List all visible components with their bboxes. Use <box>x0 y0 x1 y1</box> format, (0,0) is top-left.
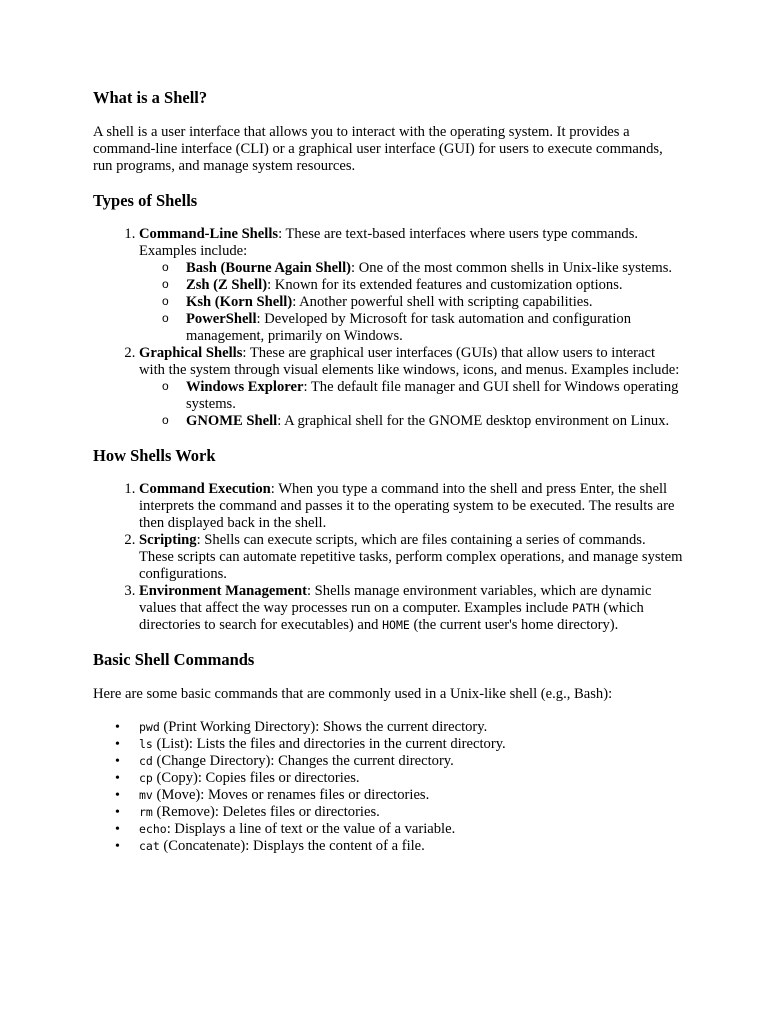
heading-types-of-shells: Types of Shells <box>93 191 198 210</box>
command-item-pwd <box>139 719 683 736</box>
sub-item-zsh <box>186 277 683 294</box>
command-desc: (Move): Moves or renames files or directories. <box>152 787 430 803</box>
heading-basic-shell-commands: Basic Shell Commands <box>93 650 255 669</box>
command-item-cp <box>139 770 683 787</box>
term-windows-explorer: Windows Explorer <box>186 379 304 395</box>
command-name: pwd <box>139 720 160 734</box>
term-command-execution: Command Execution <box>139 481 271 497</box>
command-item-cat <box>139 838 683 855</box>
command-item-rm <box>139 804 683 821</box>
code-home: HOME <box>382 618 410 632</box>
term-scripting: Scripting <box>139 532 197 548</box>
desc-command-execution: : When you type a command into the shell and press Enter, the shell interprets the command and passes it to the operating system to be executed. The results are then displayed back in the shell. <box>139 481 675 531</box>
sub-item-ksh <box>186 294 683 311</box>
desc-environment-management-c: (the current user's home directory). <box>409 617 619 633</box>
gui-shell-examples <box>139 379 683 430</box>
command-name: cp <box>139 771 153 785</box>
document-page <box>93 88 683 855</box>
command-name: ls <box>139 737 153 751</box>
desc-gnome-shell: : A graphical shell for the GNOME desktop environment on Linux. <box>277 413 670 429</box>
command-name: echo <box>139 822 167 836</box>
desc-windows-explorer: : The default file manager and GUI shell for Windows operating systems. <box>186 379 679 412</box>
commands-list <box>93 719 683 855</box>
desc-environment-management-a: : Shells manage environment variables, which are dynamic values that affect the way processes run on a computer. Examples include <box>139 583 652 616</box>
command-desc: (List): Lists the files and directories in the current directory. <box>152 736 506 752</box>
types-of-shells-list <box>93 226 683 430</box>
sub-item-powershell <box>186 311 683 345</box>
desc-scripting: : Shells can execute scripts, which are files containing a series of commands. These scripts can automate repetitive tasks, perform complex operations, and manage system configurations. <box>139 532 683 582</box>
cli-shell-examples <box>139 260 683 345</box>
commands-intro: Here are some basic commands that are commonly used in a Unix-like shell (e.g., Bash): <box>93 686 613 702</box>
command-item-cd <box>139 753 683 770</box>
code-path: PATH <box>571 601 600 615</box>
command-item-mv <box>139 787 683 804</box>
command-desc: (Change Directory): Changes the current directory. <box>152 753 454 769</box>
desc-bash: : One of the most common shells in Unix-like systems. <box>351 260 673 276</box>
desc-powershell: : Developed by Microsoft for task automation and configuration management, primarily on Windows. <box>186 311 632 344</box>
term-gnome-shell: GNOME Shell <box>186 413 278 429</box>
list-item-command-execution <box>139 481 683 532</box>
list-item-command-line-shells <box>139 226 683 345</box>
command-item-ls <box>139 736 683 753</box>
desc-zsh: : Known for its extended features and customization options. <box>267 277 623 293</box>
sub-item-bash <box>186 260 683 277</box>
command-name: cd <box>139 754 153 768</box>
command-desc: (Concatenate): Displays the content of a file. <box>159 838 425 854</box>
term-powershell: PowerShell <box>186 311 257 327</box>
term-bash: Bash (Bourne Again Shell) <box>186 260 352 276</box>
command-item-echo <box>139 821 683 838</box>
command-desc: : Displays a line of text or the value of a variable. <box>166 821 456 837</box>
desc-environment-management-b: (which directories to search for executables) and <box>139 600 644 633</box>
list-item-graphical-shells <box>139 345 683 430</box>
intro-paragraph: A shell is a user interface that allows you to interact with the operating system. It provides a command-line interface (CLI) or a graphical user interface (GUI) for users to execute commands, run programs, and manage system resources. <box>93 124 663 174</box>
command-desc: (Copy): Copies files or directories. <box>152 770 360 786</box>
heading-what-is-a-shell: What is a Shell? <box>93 88 208 107</box>
sub-item-gnome-shell <box>186 413 683 430</box>
list-item-environment-management <box>139 583 683 634</box>
term-ksh: Ksh (Korn Shell) <box>186 294 293 310</box>
term-zsh: Zsh (Z Shell) <box>186 277 268 293</box>
sub-item-windows-explorer <box>186 379 683 413</box>
term-graphical-shells: Graphical Shells <box>139 345 243 361</box>
term-command-line-shells: Command-Line Shells <box>139 226 279 242</box>
command-name: mv <box>139 788 153 802</box>
term-environment-management: Environment Management <box>139 583 307 599</box>
command-name: rm <box>139 805 153 819</box>
desc-ksh: : Another powerful shell with scripting capabilities. <box>292 294 593 310</box>
desc-command-line-shells: : These are text-based interfaces where users type commands. Examples include: <box>139 226 639 259</box>
command-name: cat <box>139 839 160 853</box>
list-item-scripting <box>139 532 683 583</box>
command-desc: (Print Working Directory): Shows the current directory. <box>159 719 488 735</box>
heading-how-shells-work: How Shells Work <box>93 446 216 465</box>
how-shells-work-list <box>93 481 683 634</box>
command-desc: (Remove): Deletes files or directories. <box>152 804 380 820</box>
desc-graphical-shells: : These are graphical user interfaces (GUIs) that allow users to interact with the system through visual elements like windows, icons, and menus. Examples include: <box>139 345 680 378</box>
